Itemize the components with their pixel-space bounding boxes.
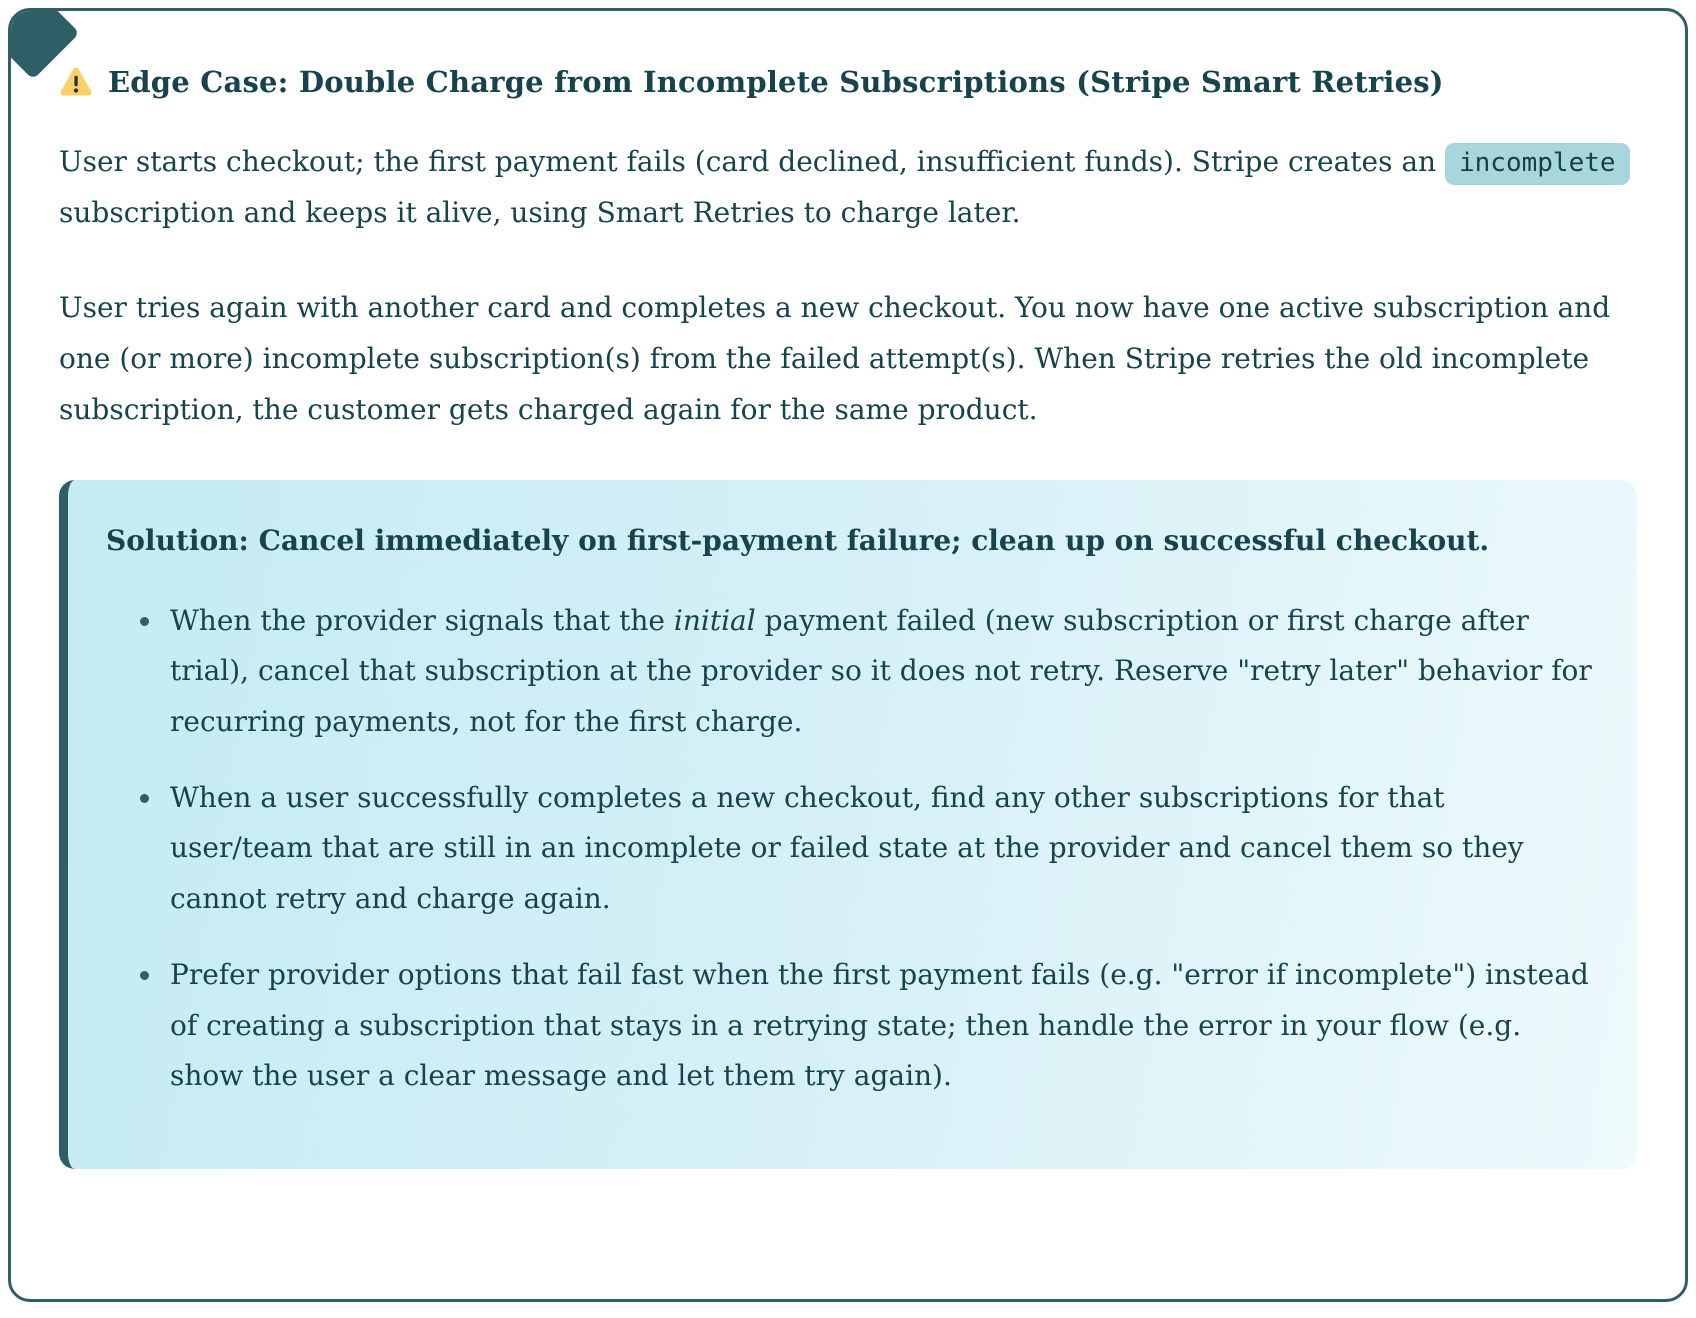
solution-heading: Solution: Cancel immediately on first-payment failure; clean up on successful checkout. <box>106 523 1490 557</box>
solution-bullet-list <box>106 596 1593 1102</box>
paragraph-1-text-before: User starts checkout; the first payment fails (card declined, insufficient funds). Stripe creates an <box>59 145 1445 178</box>
bullet-1-italic-word: initial <box>673 603 756 637</box>
inline-code-incomplete: incomplete <box>1445 143 1630 185</box>
solution-box <box>59 480 1637 1170</box>
callout-title-row <box>59 65 1637 99</box>
warning-icon <box>59 66 93 98</box>
paragraph-1 <box>59 137 1637 239</box>
solution-bullet-3: • Prefer provider options that fail fast when the first payment fails (e.g. "error if incomplete") instead of creating a subscription that stays in a retrying state; then handle the error in your flow (e.g. show the user a clear message and let them try again). <box>164 950 1593 1101</box>
callout-title: Edge Case: Double Charge from Incomplete Subscriptions (Stripe Smart Retries) <box>108 65 1444 99</box>
paragraph-1-text-after: subscription and keeps it alive, using Smart Retries to charge later. <box>59 195 1021 229</box>
solution-bullet-2: • When a user successfully completes a new checkout, find any other subscriptions for that user/team that are still in an incomplete or failed state at the provider and cancel them so they cannot retry and charge again. <box>164 773 1593 924</box>
bullet-1-text-before: When the provider signals that the <box>170 603 674 637</box>
paragraph-2: User tries again with another card and completes a new checkout. You now have one active subscription and one (or more) incomplete subscription(s) from the failed attempt(s). When Stripe retries the old incomplete subscription, the customer gets charged again for the same product. <box>59 290 1611 426</box>
callout-card <box>8 8 1688 1302</box>
solution-bullet-1 <box>164 596 1593 747</box>
bullet-1-text-after: payment failed (new subscription or first charge after trial), cancel that subscription at the provider so it does not retry. Reserve "retry later" behavior for recurring payments, not for the first charge. <box>170 603 1592 738</box>
